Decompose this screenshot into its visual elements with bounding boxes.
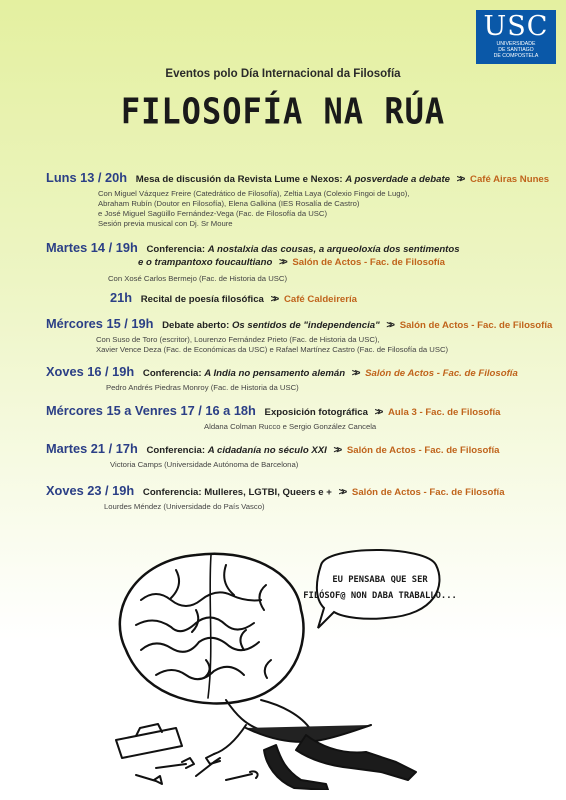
brain-illustration (96, 540, 476, 790)
event-venue: Salón de Actos - Fac. de Filosofía (346, 445, 500, 456)
event-detail: Aldana Colman Rucco e Sergio González Cancela (204, 422, 377, 431)
logo-line-3: DE COMPOSTELA (493, 53, 539, 59)
double-chevron-icon: >> (270, 294, 277, 305)
event-venue: Salón de Actos - Fac. de Filosofía (399, 320, 553, 331)
double-chevron-icon: >> (338, 487, 345, 498)
event-venue: Café Caldeirería (283, 294, 357, 305)
logo-text: USC (483, 11, 549, 42)
event-4 (46, 316, 552, 355)
event-type: Debate aberto: (162, 320, 230, 331)
speech-bubble (303, 550, 457, 628)
event-detail: Sesión previa musical con Dj. Sr Moure (98, 219, 233, 228)
event-topic: A posverdade a debate (345, 174, 450, 185)
event-topic: A India no pensamento alemán (204, 368, 346, 379)
event-venue: Café Airas Nunes (470, 174, 550, 185)
event-detail: Con Miguel Vázquez Freire (Catedrático de Filosofía), Zeltia Laya (Colexio Fingoi de Lugo), (98, 189, 410, 198)
event-type: Conferencia: (142, 368, 202, 379)
double-chevron-icon: >> (351, 368, 358, 379)
event-type: Mesa de discusión da Revista Lume e Nexos: (135, 174, 343, 185)
event-2 (46, 240, 460, 284)
event-detail: Xavier Vence Deza (Fac. de Económicas da USC) e Rafael Martínez Castro (Fac. de Filosofía da USC) (96, 345, 449, 354)
event-detail: Abraham Rubín (Doutor en Filosofía), Elena Galkina (IES Rosalía de Castro) (98, 199, 360, 208)
poster-subtitle: Eventos polo Día Internacional da Filosofía (165, 68, 401, 80)
event-topic: A nostalxia das cousas, a arqueoloxía dos sentimentos (207, 244, 460, 255)
event-5 (46, 364, 518, 393)
logo-line-1: UNIVERSIDADE (496, 41, 536, 47)
event-3 (110, 290, 357, 305)
event-detail: e José Miguel Sagüillo Fernández-Vega (Fac. de Filosofía da USC) (98, 209, 328, 218)
event-type: Exposición fotográfica (264, 407, 368, 418)
event-venue: Aula 3 - Fac. de Filosofía (388, 407, 501, 418)
poster-title: FILOSOFÍA NA RÚA (120, 89, 446, 133)
double-chevron-icon: >> (279, 257, 285, 268)
event-venue: Salón de Actos - Fac. de Filosofía (351, 487, 505, 498)
event-venue: Salón de Actos - Fac. de Filosofía (365, 368, 518, 379)
event-type: Recital de poesía filosófica (140, 294, 264, 305)
event-type: Conferencia: (146, 244, 206, 255)
event-type: Conferencia: (146, 445, 206, 456)
usc-logo (476, 10, 556, 64)
speech-bubble-line-1: EU PENSABA QUE SER (332, 575, 428, 585)
event-detail: Con Suso de Toro (escritor), Lourenzo Fernández Prieto (Fac. de Historia da USC), (96, 335, 380, 344)
event-date: Luns 13 / 20h (46, 170, 128, 185)
event-venue: Salón de Actos - Fac. de Filosofía (292, 257, 445, 268)
event-detail: Lourdes Méndez (Universidade do País Vasco) (104, 502, 265, 511)
event-6 (46, 403, 500, 432)
event-date: Martes 14 / 19h (46, 240, 138, 255)
event-8 (46, 483, 505, 512)
double-chevron-icon: >> (374, 407, 381, 418)
event-topic-cont: e o trampantoxo foucaultiano (138, 257, 273, 268)
logo-line-2: DE SANTIAGO (498, 47, 534, 53)
event-date: 21h (110, 290, 133, 305)
event-date: Mércores 15 a Venres 17 / 16 a 18h (46, 403, 256, 418)
event-date: Xoves 16 / 19h (46, 364, 135, 379)
event-detail: Victoria Camps (Universidade Autónoma de Barcelona) (110, 460, 299, 469)
event-topic: Os sentidos de "independencia" (231, 320, 380, 331)
event-detail: Pedro Andrés Piedras Monroy (Fac. de Historia da USC) (106, 383, 299, 392)
double-chevron-icon: >> (456, 174, 463, 185)
event-1 (46, 170, 549, 229)
event-detail: Con Xosé Carlos Bermejo (Fac. de Historia da USC) (108, 274, 288, 283)
double-chevron-icon: >> (333, 445, 340, 456)
event-date: Mércores 15 / 19h (46, 316, 154, 331)
event-date: Xoves 23 / 19h (46, 483, 135, 498)
event-date: Martes 21 / 17h (46, 441, 138, 456)
speech-bubble-line-2: FILÓSOF@ NON DABA TRABALLO... (303, 591, 457, 601)
event-topic: A cidadanía no século XXI (207, 445, 327, 456)
event-type: Conferencia: Mulleres, LGTBI, Queers e + (142, 487, 332, 498)
event-7 (46, 441, 500, 470)
double-chevron-icon: >> (386, 320, 393, 331)
